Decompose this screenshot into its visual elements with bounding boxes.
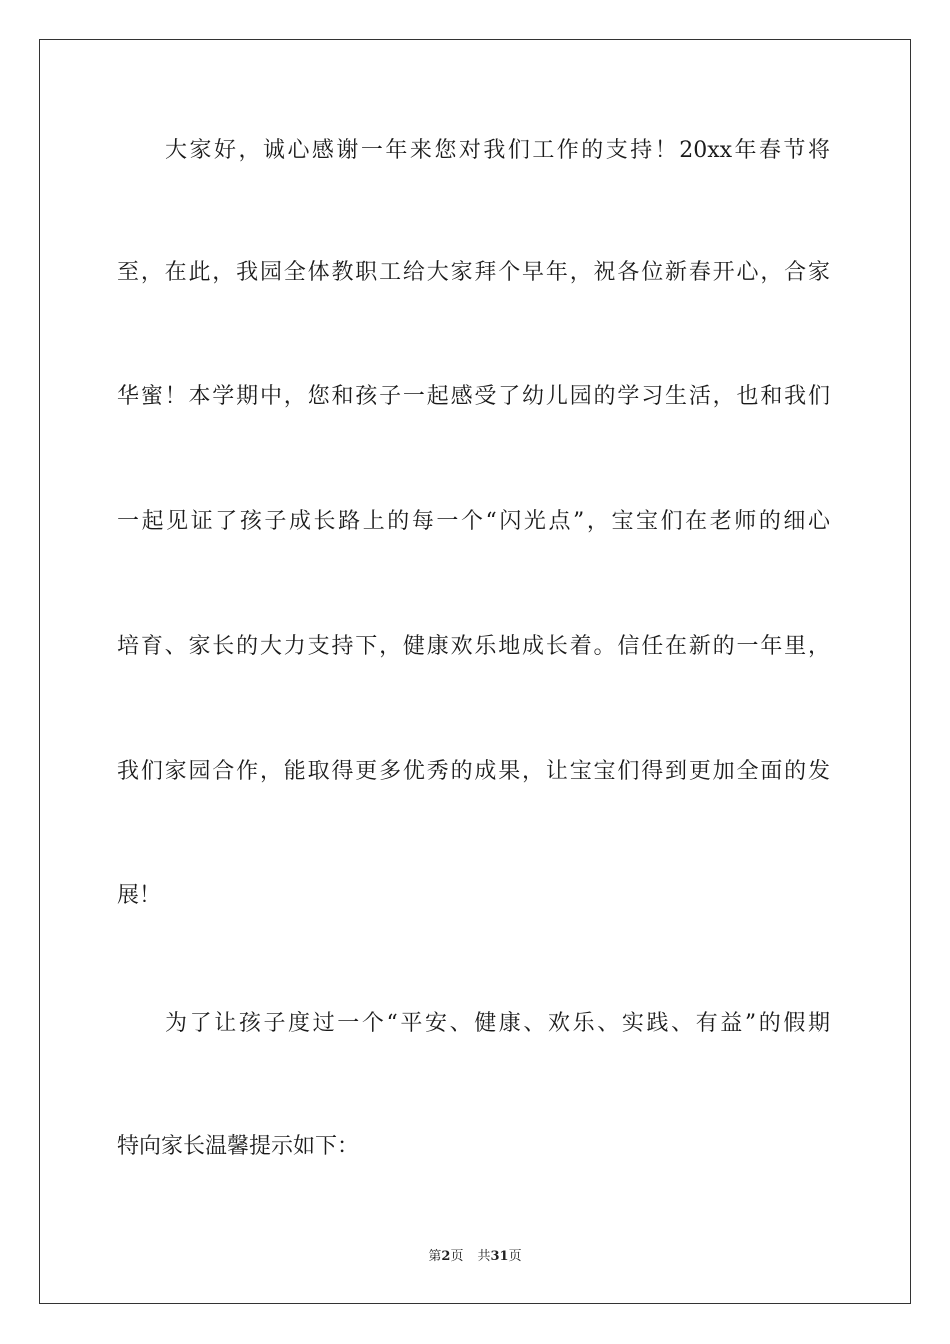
total-label-prefix: 共: [477, 1249, 491, 1264]
paragraph-line-1: 大家好，诚心感谢一年来您对我们工作的支持！20xx年春节将: [165, 138, 830, 163]
total-label-suffix: 页: [508, 1249, 522, 1264]
paragraph-line-4: 一起见证了孩子成长路上的每一个“闪光点”，宝宝们在老师的细心: [117, 509, 830, 534]
page-label-suffix: 页: [450, 1249, 464, 1264]
paragraph-line-3: 华蜜！本学期中，您和孩子一起感受了幼儿园的学习生活，也和我们: [117, 384, 830, 409]
paragraph2-line-1: 为了让孩子度过一个“平安、健康、欢乐、实践、有益”的假期: [165, 1011, 830, 1036]
paragraph-line-5: 培育、家长的大力支持下，健康欢乐地成长着。信任在新的一年里，: [117, 634, 830, 659]
total-pages: 31: [490, 1249, 509, 1264]
page-border: [39, 39, 911, 1304]
page-footer: [0, 1248, 950, 1266]
paragraph-line-7: 展！: [117, 883, 162, 908]
page-number: 2: [441, 1249, 451, 1264]
paragraph-line-2: 至，在此，我园全体教职工给大家拜个早年，祝各位新春开心，合家: [117, 260, 830, 285]
paragraph2-line-2: 特向家长温馨提示如下：: [117, 1134, 360, 1159]
page-label-prefix: 第: [428, 1249, 442, 1264]
paragraph-line-6: 我们家园合作，能取得更多优秀的成果，让宝宝们得到更加全面的发: [117, 759, 830, 784]
